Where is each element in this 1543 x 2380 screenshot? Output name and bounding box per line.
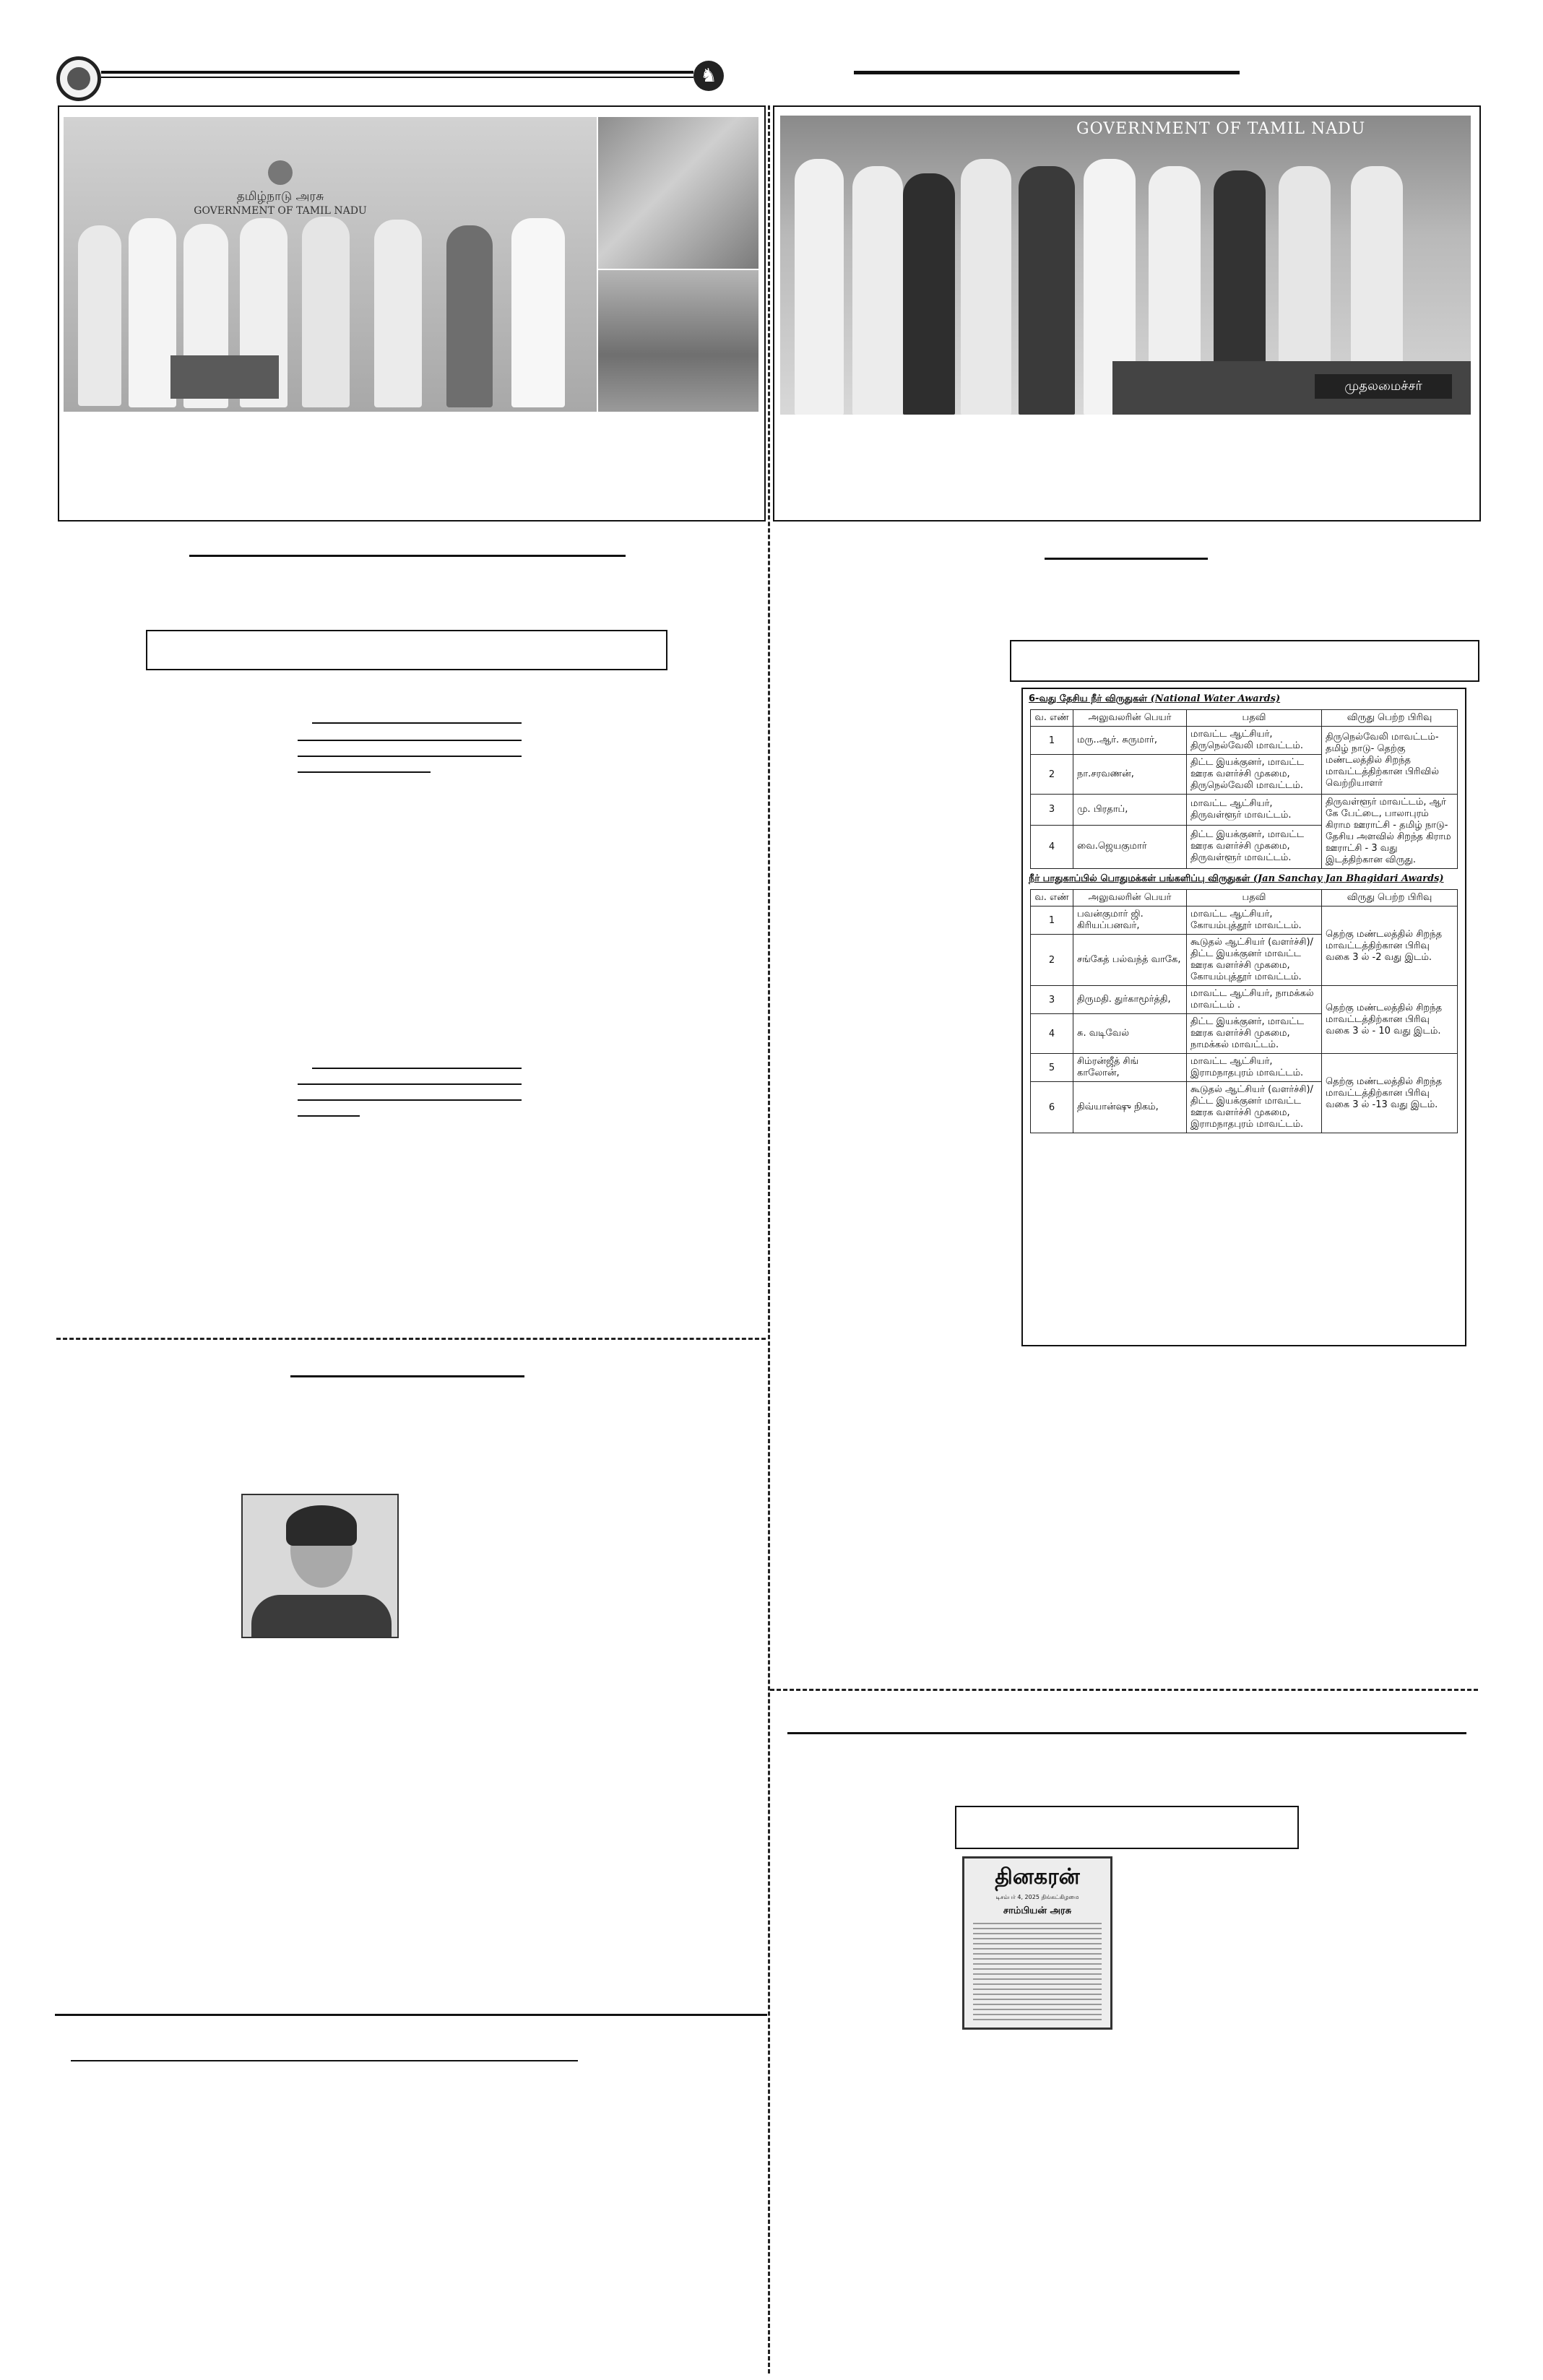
event-photo-right <box>780 116 1471 415</box>
state-emblem-logo <box>56 56 101 101</box>
article-rule <box>298 1099 522 1101</box>
dam-photo-bottom <box>598 270 758 412</box>
bottom-rule <box>71 2060 578 2061</box>
national-awards-title-en: (National Water Awards) <box>1150 693 1281 704</box>
nameplate: முதலமைச்சர் <box>1315 374 1452 399</box>
person <box>1019 166 1075 415</box>
sofa <box>170 355 279 399</box>
column-header: வ. எண் <box>1031 890 1073 906</box>
table-header-row <box>1031 710 1458 727</box>
officer-post: மாவட்ட ஆட்சியர், கோயம்புத்தூர் மாவட்டம். <box>1187 906 1322 935</box>
award-category: தெற்கு மண்டலத்தில் சிறந்த மாவட்டத்திற்கான பிரிவு வகை 3 ல் -2 வது இடம். <box>1322 906 1458 986</box>
photo-frame-left <box>58 105 766 522</box>
table-row <box>1031 1054 1458 1082</box>
row-number: 5 <box>1031 1054 1073 1082</box>
jan-awards-caption <box>1023 869 1465 889</box>
row-number: 3 <box>1031 795 1073 826</box>
jan-awards-title: நீர் பாதுகாப்பில் பொதுமக்கள் பங்களிப்பு விருதுகள் <box>1029 873 1250 884</box>
header-rule-left-thin <box>101 77 693 78</box>
officer-name: சங்கேத் பல்வந்த் வாகே, <box>1073 935 1187 986</box>
person <box>446 225 493 407</box>
officer-name: திருமதி. துர்காமூர்த்தி, <box>1073 986 1187 1014</box>
article-rule <box>298 1115 360 1117</box>
sign-english-text: GOVERNMENT OF TAMIL NADU <box>194 205 367 217</box>
clipping-dateline: டிசம்பர் 4, 2025 திங்கட்கிழமை <box>995 1894 1079 1900</box>
wall-sign <box>172 160 389 217</box>
headline-rule-right <box>1045 558 1208 560</box>
row-number: 4 <box>1031 825 1073 868</box>
article-rule <box>312 1068 522 1069</box>
column-header: பதவி <box>1187 890 1322 906</box>
award-category: தெற்கு மண்டலத்தில் சிறந்த மாவட்டத்திற்கான பிரிவு வகை 3 ல் - 10 வது இடம். <box>1322 986 1458 1054</box>
clipping-body <box>973 1923 1102 2024</box>
person <box>852 166 903 415</box>
subhead-box-right <box>1010 640 1479 682</box>
officer-post: மாவட்ட ஆட்சியர், திருநெல்வேலி மாவட்டம். <box>1187 727 1322 755</box>
award-category: திருநெல்வேலி மாவட்டம்- தமிழ் நாடு- தெற்கு மண்டலத்தில் சிறந்த மாவட்டத்திற்கான பிரிவில் வெற்றியாளர் <box>1322 727 1458 795</box>
photo-frame-right <box>773 105 1481 522</box>
officer-name: மு. பிரதாப், <box>1073 795 1187 826</box>
article-rule <box>298 756 522 757</box>
clipping-masthead: தினகரன் <box>995 1864 1080 1890</box>
column-header: வ. எண் <box>1031 710 1073 727</box>
officer-post: கூடுதல் ஆட்சியர் (வளர்ச்சி)/ திட்ட இயக்குனர் மாவட்ட ஊரக வளர்ச்சி முகமை, கோயம்புத்தூர் மாவட்டம். <box>1187 935 1322 986</box>
article-rule <box>298 771 431 773</box>
section-divider-left <box>56 1338 766 1340</box>
table-row <box>1031 906 1458 935</box>
tamil-nadu-emblem-icon <box>67 67 90 90</box>
officer-name: மரு..ஆர். சுருமார், <box>1073 727 1187 755</box>
officer-post: திட்ட இயக்குனர், மாவட்ட ஊரக வளர்ச்சி முகமை, திருவள்ளூர் மாவட்டம். <box>1187 825 1322 868</box>
officer-name: சு. வடிவேல் <box>1073 1014 1187 1054</box>
sign-tamil-text: தமிழ்நாடு அரசு <box>236 189 324 204</box>
person <box>302 217 350 407</box>
column-header: பதவி <box>1187 710 1322 727</box>
award-category: தெற்கு மண்டலத்தில் சிறந்த மாவட்டத்திற்கான பிரிவு வகை 3 ல் -13 வது இடம். <box>1322 1054 1458 1133</box>
subhead-box-left <box>146 630 667 670</box>
subhead-box-right-2 <box>955 1806 1299 1849</box>
officer-name: திவ்யான்ஷு நிகம், <box>1073 1082 1187 1133</box>
article-rule <box>298 1083 522 1085</box>
row-number: 2 <box>1031 935 1073 986</box>
officer-post: திட்ட இயக்குனர், மாவட்ட ஊரக வளர்ச்சி முகமை, திருநெல்வேலி மாவட்டம். <box>1187 755 1322 795</box>
headline-rule-right-2 <box>787 1732 1466 1734</box>
person <box>511 218 565 407</box>
person <box>903 173 955 415</box>
portrait-photo <box>241 1494 399 1638</box>
person <box>129 218 176 407</box>
dam-photo-top <box>598 117 758 269</box>
person <box>78 225 121 406</box>
table-header-row <box>1031 890 1458 906</box>
officer-post: திட்ட இயக்குனர், மாவட்ட ஊரக வளர்ச்சி முகமை, நாமக்கல் மாவட்டம். <box>1187 1014 1322 1054</box>
row-number: 3 <box>1031 986 1073 1014</box>
officer-post: மாவட்ட ஆட்சியர், நாமக்கல் மாவட்டம் . <box>1187 986 1322 1014</box>
national-awards-title: 6-வது தேசிய நீர் விருதுகள் <box>1029 693 1148 704</box>
headline-rule-1 <box>189 555 626 557</box>
row-number: 2 <box>1031 755 1073 795</box>
article-rule <box>298 740 522 741</box>
newspaper-clipping <box>962 1856 1112 2030</box>
table-row <box>1031 727 1458 755</box>
officer-name: பவன்குமார் ஜி. கிரியப்பனவர், <box>1073 906 1187 935</box>
person <box>961 159 1011 415</box>
portrait-hair <box>286 1505 357 1546</box>
row-number: 4 <box>1031 1014 1073 1054</box>
officer-post: மாவட்ட ஆட்சியர், திருவள்ளூர் மாவட்டம். <box>1187 795 1322 826</box>
column-header: விருது பெற்ற பிரிவு <box>1322 710 1458 727</box>
jan-awards-title-en: (Jan Sanchay Jan Bhagidari Awards) <box>1253 873 1444 884</box>
awards-table-frame <box>1021 688 1466 1346</box>
award-category: திருவள்ளூர் மாவட்டம், ஆர் கே பேட்டை, பாலாபுரம் கிராம ஊராட்சி - தமிழ் நாடு- தேசிய அளவில் சிறந்த கிராம ஊராட்சி - 3 வது இடத்திற்கான விருது. <box>1322 795 1458 869</box>
national-awards-table <box>1030 709 1458 869</box>
column-header: அலுவலரின் பெயர் <box>1073 890 1187 906</box>
officer-post: கூடுதல் ஆட்சியர் (வளர்ச்சி)/ திட்ட இயக்குனர் மாவட்ட ஊரக வளர்ச்சி முகமை, இராமநாதபுரம் மாவட்டம். <box>1187 1082 1322 1133</box>
headline-rule-2 <box>290 1375 524 1377</box>
jan-awards-table <box>1030 889 1458 1133</box>
row-number: 1 <box>1031 727 1073 755</box>
person <box>374 220 422 407</box>
officer-name: நா.சரவணன், <box>1073 755 1187 795</box>
row-number: 6 <box>1031 1082 1073 1133</box>
officer-name: சிம்ரன்ஜீத் சிங் காலோன், <box>1073 1054 1187 1082</box>
section-divider-right <box>770 1689 1478 1691</box>
column-header: அலுவலரின் பெயர் <box>1073 710 1187 727</box>
elephant-icon: ♞ <box>693 61 724 91</box>
sign-emblem-icon <box>268 160 293 185</box>
article-rule <box>312 722 522 724</box>
header-rule-right <box>854 71 1240 74</box>
section-divider-bottom <box>55 2014 767 2016</box>
clipping-headline: சாம்பியன் அரசு <box>1003 1905 1072 1916</box>
government-banner: GOVERNMENT OF TAMIL NADU <box>1076 120 1366 138</box>
column-divider <box>768 105 770 2373</box>
national-awards-caption <box>1023 689 1465 709</box>
header-rule-left <box>101 71 693 74</box>
event-photo-left <box>64 117 597 412</box>
column-header: விருது பெற்ற பிரிவு <box>1322 890 1458 906</box>
table-row <box>1031 986 1458 1014</box>
officer-name: வை.ஜெயகுமார் <box>1073 825 1187 868</box>
officer-post: மாவட்ட ஆட்சியர், இராமநாதபுரம் மாவட்டம். <box>1187 1054 1322 1082</box>
person <box>795 159 844 415</box>
portrait-saree <box>251 1595 392 1638</box>
row-number: 1 <box>1031 906 1073 935</box>
table-row <box>1031 795 1458 826</box>
